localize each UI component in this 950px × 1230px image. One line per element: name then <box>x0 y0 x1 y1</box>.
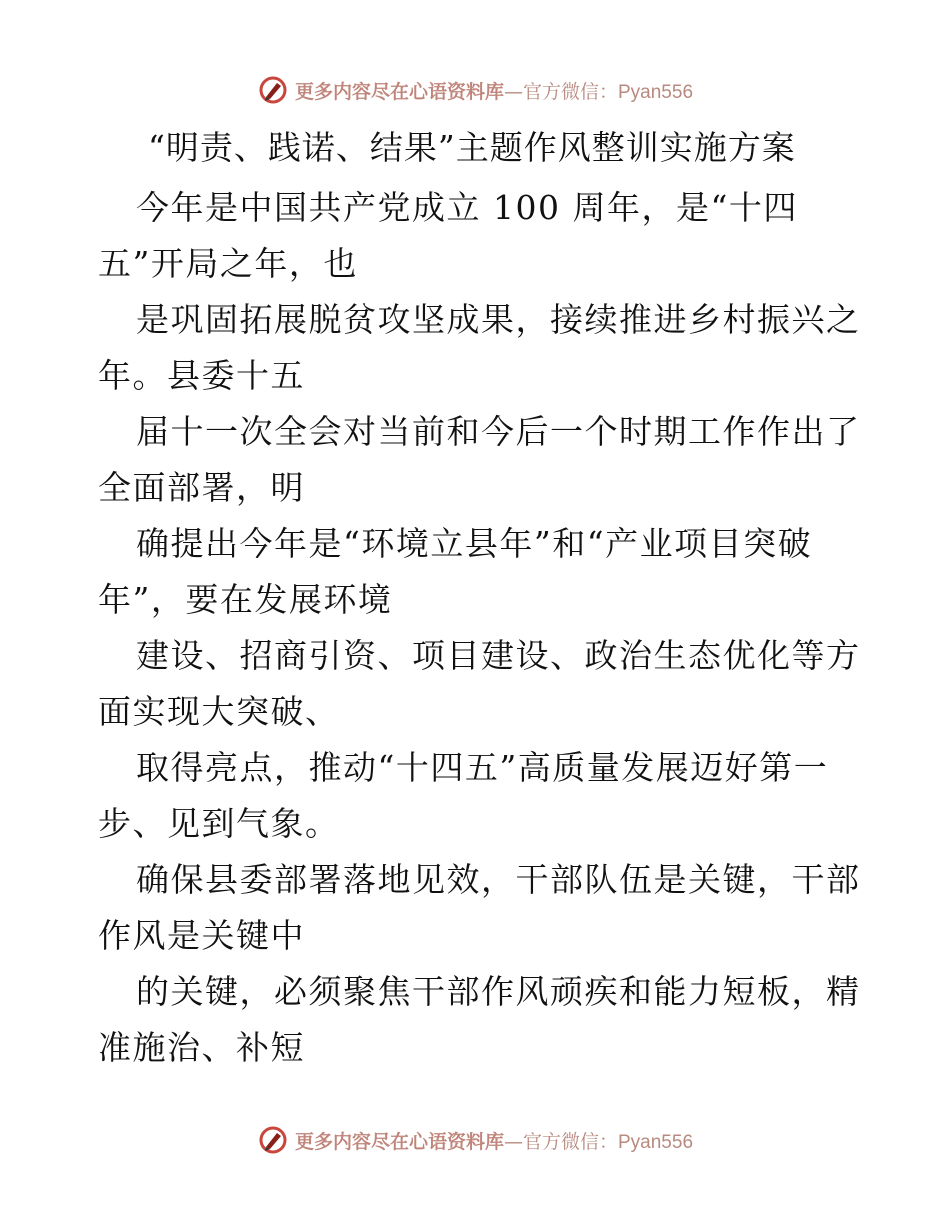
banner-text <box>295 77 693 104</box>
footer-banner <box>0 1120 950 1160</box>
banner-wechat-label: 官方微信： <box>522 1130 618 1153</box>
header-banner <box>0 70 950 110</box>
body-line: 五”开局之年，也 <box>98 244 358 283</box>
banner-wechat-id: Pyan556 <box>618 81 694 103</box>
body-line: 是巩固拓展脱贫攻坚成果，接续推进乡村振兴之 <box>136 300 861 339</box>
body-line: 建设、招商引资、项目建设、政治生态优化等方 <box>136 636 861 675</box>
body-line: 今年是中国共产党成立 100 周年，是“十四 <box>136 188 798 227</box>
body-line: 确保县委部署落地见效，干部队伍是关键，干部 <box>136 860 861 899</box>
body-line: 准施治、补短 <box>98 1028 305 1067</box>
document-title: “明责、践诺、结果”主题作风整训实施方案 <box>148 128 796 167</box>
banner-brand: 更多内容尽在心语资料库 <box>294 1130 504 1153</box>
body-line: 的关键，必须聚焦干部作风顽疾和能力短板，精 <box>136 972 861 1011</box>
pen-logo-icon <box>257 74 289 106</box>
body-line: 步、见到气象。 <box>98 804 340 843</box>
body-line: 届十一次全会对当前和今后一个时期工作作出了 <box>136 412 861 451</box>
banner-text <box>295 1127 693 1154</box>
document-body <box>98 180 861 1076</box>
body-line: 取得亮点，推动“十四五”高质量发展迈好第一 <box>136 748 829 787</box>
body-line: 面实现大突破、 <box>98 692 340 731</box>
banner-wechat-id: Pyan556 <box>618 1131 694 1153</box>
banner-wechat-label: 官方微信： <box>522 80 618 103</box>
pen-logo-icon <box>257 1124 289 1156</box>
body-line: 年”，要在发展环境 <box>98 580 393 619</box>
body-line: 年。县委十五 <box>98 356 305 395</box>
body-line: 确提出今年是“环境立县年”和“产业项目突破 <box>136 524 813 563</box>
banner-brand: 更多内容尽在心语资料库 <box>294 80 504 103</box>
banner-separator: — <box>503 80 523 103</box>
body-line: 全面部署，明 <box>98 468 305 507</box>
body-line: 作风是关键中 <box>98 916 305 955</box>
banner-separator: — <box>503 1130 523 1153</box>
